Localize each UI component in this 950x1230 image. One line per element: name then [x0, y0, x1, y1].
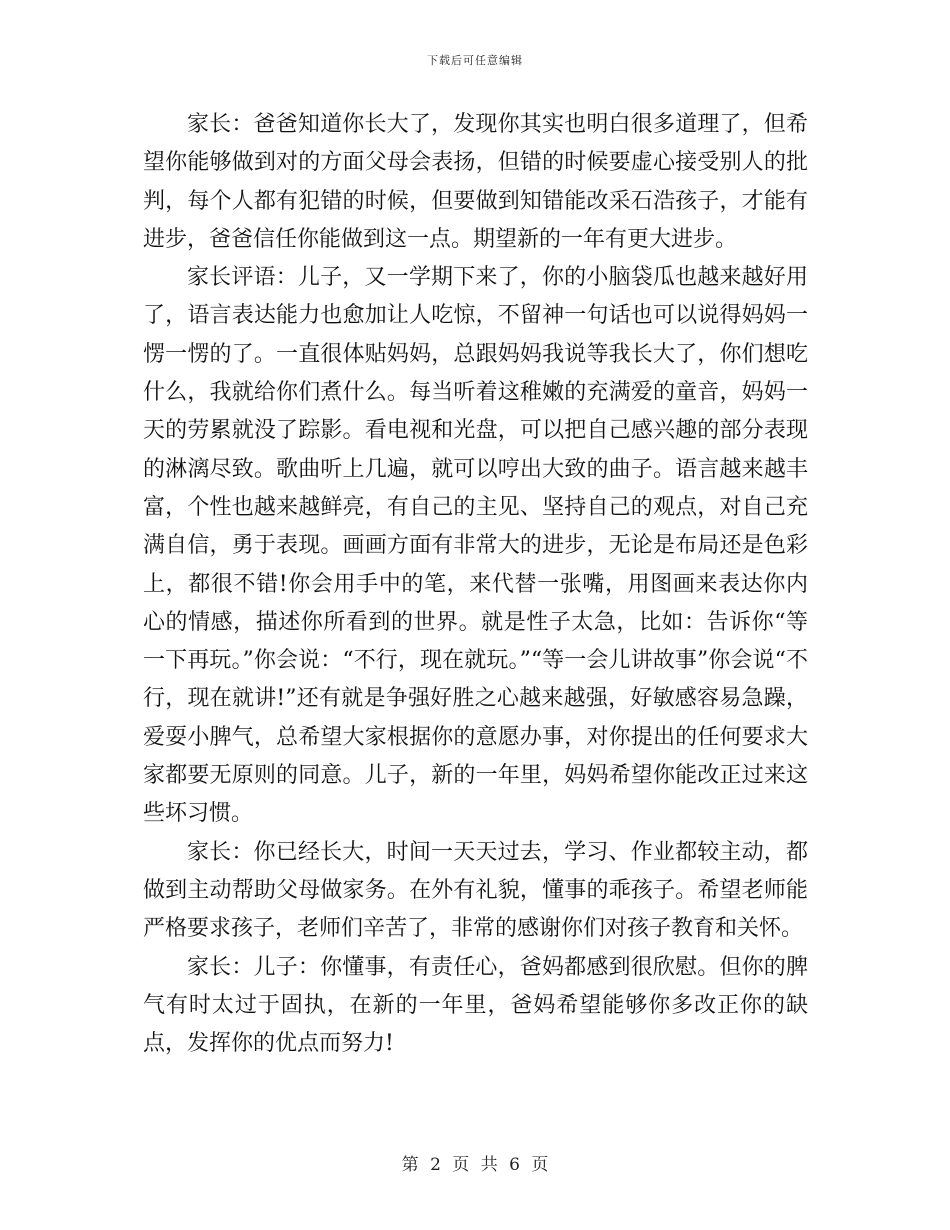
- paragraph-parent-comment-1: 家长：爸爸知道你长大了，发现你其实也明白很多道理了，但希望你能够做到对的方面父母会表扬，但错的时候要虚心接受别人的批判，每个人都有犯错的时候，但要做到知错能改采石浩孩子，才能有进步，爸爸信任你能做到这一点。期望新的一年有更大进步。: [143, 112, 808, 252]
- body-text: [143, 106, 808, 1063]
- paragraph-parent-comment-2: 家长评语：儿子，又一学期下来了，你的小脑袋瓜也越来越好用了，语言表达能力也愈加让人吃惊，不留神一句话也可以说得妈妈一愣一愣的了。一直很体贴妈妈，总跟妈妈我说等我长大了，你们想吃什么，我就给你们煮什么。每当听着这稚嫩的充满爱的童音，妈妈一天的劳累就没了踪影。看电视和光盘，可以把自己感兴趣的部分表现的淋漓尽致。歌曲听上几遍，就可以哼出大致的曲子。语言越来越丰富，个性也越来越鲜亮，有自己的主见、坚持自己的观点，对自己充满自信，勇于表现。画画方面有非常大的进步，无论是布局还是色彩上，都很不错!你会用手中的笔，来代替一张嘴，用图画来表达你内心的情感，描述你所看到的世界。就是性子太急，比如：告诉你“等一下再玩。”你会说：“不行，现在就玩。”“等一会儿讲故事”你会说“不行，现在就讲!”还有就是争强好胜之心越来越强，好敏感容易急躁，爱耍小脾气，总希望大家根据你的意愿办事，对你提出的任何要求大家都要无原则的同意。儿子，新的一年里，妈妈希望你能改正过来这些坏习惯。: [143, 265, 808, 827]
- paragraph-parent-comment-4: 家长：儿子：你懂事，有责任心，爸妈都感到很欣慰。但你的脾气有时太过于固执，在新的一年里，爸妈希望能够你多改正你的缺点，发挥你的优点而努力!: [143, 954, 808, 1057]
- page-header: 下载后可任意编辑: [427, 54, 523, 67]
- paragraph-parent-comment-3: 家长：你已经长大，时间一天天过去，学习、作业都较主动，都做到主动帮助父母做家务。在外有礼貌，懂事的乖孩子。希望老师能严格要求孩子，老师们辛苦了，非常的感谢你们对孩子教育和关怀。: [143, 839, 808, 942]
- page-number-footer: 第 2 页 共 6 页: [401, 1155, 549, 1175]
